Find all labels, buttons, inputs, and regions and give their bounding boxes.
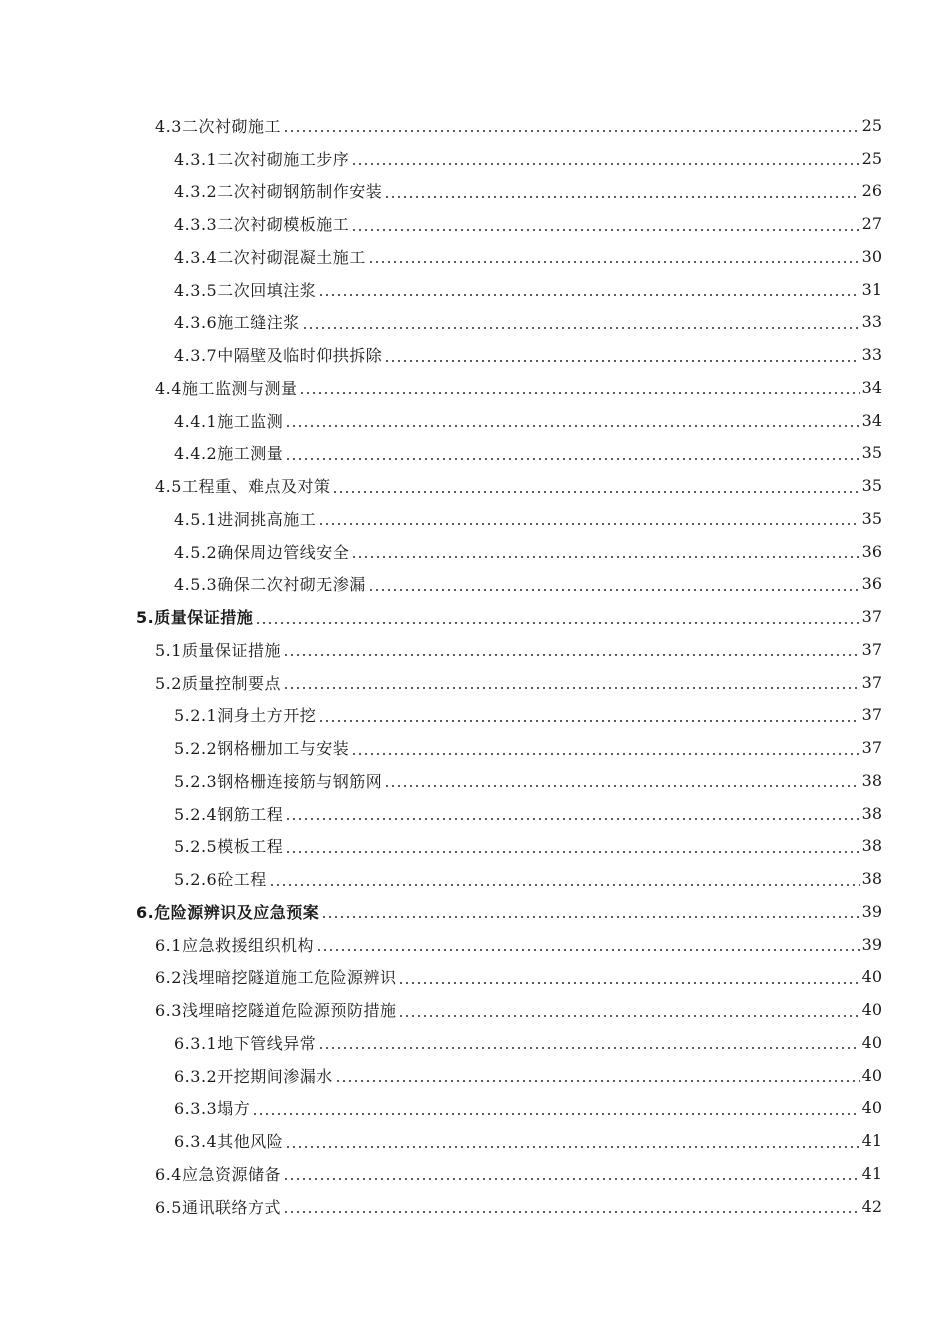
dot-leader: [283, 1165, 860, 1181]
toc-entry[interactable]: [0, 568, 950, 601]
dot-leader: [255, 609, 859, 625]
toc-entry-page-number: 39: [861, 934, 882, 954]
dot-leader: [302, 314, 860, 330]
dot-leader: [316, 936, 860, 952]
dot-leader: [285, 412, 859, 428]
toc-entry-page-number: 34: [861, 410, 882, 430]
toc-entry[interactable]: [0, 666, 950, 699]
toc-entry[interactable]: [0, 797, 950, 830]
toc-entry-page-number: 40: [861, 967, 882, 987]
toc-entry[interactable]: [0, 764, 950, 797]
toc-entry-page-number: 37: [861, 639, 882, 659]
dot-leader: [351, 543, 859, 559]
toc-entry[interactable]: [0, 142, 950, 175]
table-of-contents: [0, 109, 950, 1223]
toc-entry[interactable]: [0, 535, 950, 568]
toc-entry-title: 5.2.6砼工程: [174, 870, 267, 890]
dot-leader: [368, 248, 860, 264]
toc-entry[interactable]: [0, 1026, 950, 1059]
dot-leader: [252, 1100, 859, 1116]
toc-entry-page-number: 39: [861, 901, 882, 921]
toc-entry-page-number: 38: [861, 770, 882, 790]
toc-entry[interactable]: [0, 109, 950, 142]
toc-entry-title: 6.危险源辨识及应急预案: [136, 902, 320, 922]
toc-entry[interactable]: [0, 830, 950, 863]
dot-leader: [398, 969, 859, 985]
toc-entry-page-number: 25: [861, 148, 882, 168]
dot-leader: [384, 183, 859, 199]
dot-leader: [283, 641, 860, 657]
toc-entry[interactable]: [0, 600, 950, 633]
toc-entry[interactable]: [0, 240, 950, 273]
dot-leader: [318, 281, 859, 297]
toc-entry[interactable]: [0, 1059, 950, 1092]
toc-entry-page-number: 36: [861, 541, 882, 561]
toc-entry-page-number: 38: [861, 869, 882, 889]
toc-entry-page-number: 37: [861, 672, 882, 692]
toc-entry-page-number: 41: [861, 1131, 882, 1151]
toc-entry-page-number: 33: [861, 312, 882, 332]
dot-leader: [318, 510, 859, 526]
toc-entry[interactable]: [0, 961, 950, 994]
toc-entry[interactable]: [0, 437, 950, 470]
toc-entry[interactable]: [0, 928, 950, 961]
toc-entry-page-number: 37: [861, 705, 882, 725]
toc-entry-page-number: 41: [861, 1163, 882, 1183]
toc-entry-page-number: 40: [861, 1032, 882, 1052]
toc-entry-title: 4.3.7中隔壁及临时仰拱拆除: [174, 346, 383, 366]
toc-entry-title: 4.5.1进洞挑高施工: [174, 509, 317, 529]
toc-entry-title: 5.2.3钢格栅连接筋与钢筋网: [174, 771, 383, 791]
toc-entry-title: 4.3.5二次回填注浆: [174, 280, 317, 300]
toc-entry-title: 6.3.1地下管线异常: [174, 1033, 317, 1053]
toc-entry-page-number: 30: [861, 246, 882, 266]
toc-entry-page-number: 27: [861, 214, 882, 234]
dot-leader: [285, 445, 859, 461]
toc-entry[interactable]: [0, 207, 950, 240]
toc-entry[interactable]: [0, 404, 950, 437]
toc-entry-page-number: 42: [861, 1196, 882, 1216]
toc-entry[interactable]: [0, 469, 950, 502]
toc-entry-title: 4.5.2确保周边管线安全: [174, 542, 350, 562]
toc-entry-title: 4.5工程重、难点及对策: [155, 477, 331, 497]
toc-entry-page-number: 31: [861, 279, 882, 299]
toc-entry-title: 4.3.4二次衬砌混凝土施工: [174, 247, 366, 267]
toc-entry-page-number: 25: [861, 115, 882, 135]
toc-entry[interactable]: [0, 338, 950, 371]
toc-entry-page-number: 34: [861, 377, 882, 397]
toc-entry-title: 4.3.2二次衬砌钢筋制作安装: [174, 182, 383, 202]
toc-entry-title: 5.2.1洞身土方开挖: [174, 706, 317, 726]
dot-leader: [351, 216, 859, 232]
toc-entry[interactable]: [0, 895, 950, 928]
dot-leader: [283, 117, 860, 133]
toc-entry[interactable]: [0, 731, 950, 764]
toc-entry-title: 6.3.3塌方: [174, 1099, 251, 1119]
toc-entry[interactable]: [0, 633, 950, 666]
dot-leader: [368, 576, 860, 592]
dot-leader: [285, 805, 859, 821]
dot-leader: [398, 1002, 859, 1018]
toc-entry-title: 5.质量保证措施: [136, 608, 254, 628]
toc-entry[interactable]: [0, 699, 950, 732]
toc-entry-title: 4.4.2施工测量: [174, 444, 284, 464]
toc-entry[interactable]: [0, 502, 950, 535]
toc-entry-title: 5.2.5模板工程: [174, 837, 284, 857]
dot-leader: [384, 347, 859, 363]
dot-leader: [384, 772, 859, 788]
toc-entry-page-number: 35: [861, 508, 882, 528]
toc-entry-page-number: 35: [861, 476, 882, 496]
toc-entry-title: 4.4施工监测与测量: [155, 378, 298, 398]
dot-leader: [351, 150, 859, 166]
dot-leader: [269, 871, 860, 887]
toc-entry[interactable]: [0, 306, 950, 339]
toc-entry-title: 6.3浅埋暗挖隧道危险源预防措施: [155, 1001, 397, 1021]
toc-entry-title: 6.2浅埋暗挖隧道施工危险源辨识: [155, 968, 397, 988]
toc-entry-title: 5.1质量保证措施: [155, 640, 281, 660]
toc-entry-title: 6.3.4其他风险: [174, 1132, 284, 1152]
toc-entry-page-number: 35: [861, 443, 882, 463]
dot-leader: [318, 707, 859, 723]
dot-leader: [285, 1133, 859, 1149]
toc-entry-title: 6.1应急救援组织机构: [155, 935, 314, 955]
dot-leader: [332, 478, 859, 494]
toc-entry-page-number: 40: [861, 1000, 882, 1020]
toc-entry[interactable]: [0, 175, 950, 208]
dot-leader: [283, 674, 860, 690]
toc-entry[interactable]: [0, 1190, 950, 1223]
toc-entry[interactable]: [0, 1124, 950, 1157]
toc-entry-page-number: 38: [861, 836, 882, 856]
toc-entry-page-number: 38: [861, 803, 882, 823]
toc-entry-title: 6.3.2开挖期间渗漏水: [174, 1066, 333, 1086]
dot-leader: [335, 1067, 860, 1083]
toc-entry-title: 4.3.1二次衬砌施工步序: [174, 149, 350, 169]
toc-entry-title: 6.5通讯联络方式: [155, 1197, 281, 1217]
dot-leader: [321, 903, 859, 919]
toc-entry-page-number: 40: [861, 1065, 882, 1085]
toc-entry[interactable]: [0, 1157, 950, 1190]
toc-entry-title: 4.4.1施工监测: [174, 411, 284, 431]
toc-entry[interactable]: [0, 993, 950, 1026]
toc-entry-page-number: 37: [861, 607, 882, 627]
toc-entry[interactable]: [0, 273, 950, 306]
toc-entry-title: 5.2质量控制要点: [155, 673, 281, 693]
toc-entry-title: 4.3二次衬砌施工: [155, 116, 281, 136]
toc-entry-page-number: 33: [861, 345, 882, 365]
toc-entry-page-number: 26: [861, 181, 882, 201]
toc-entry-page-number: 37: [861, 738, 882, 758]
toc-entry-title: 5.2.4钢筋工程: [174, 804, 284, 824]
toc-entry-title: 5.2.2钢格栅加工与安装: [174, 739, 350, 759]
toc-entry[interactable]: [0, 862, 950, 895]
dot-leader: [283, 1198, 860, 1214]
toc-entry-title: 4.3.3二次衬砌模板施工: [174, 215, 350, 235]
toc-entry-title: 6.4应急资源储备: [155, 1164, 281, 1184]
dot-leader: [351, 740, 859, 756]
toc-entry-page-number: 36: [861, 574, 882, 594]
toc-entry[interactable]: [0, 371, 950, 404]
toc-entry[interactable]: [0, 1092, 950, 1125]
dot-leader: [318, 1034, 859, 1050]
toc-entry-title: 4.5.3确保二次衬砌无渗漏: [174, 575, 366, 595]
dot-leader: [285, 838, 859, 854]
toc-entry-title: 4.3.6施工缝注浆: [174, 313, 300, 333]
toc-entry-page-number: 40: [861, 1098, 882, 1118]
dot-leader: [299, 379, 859, 395]
